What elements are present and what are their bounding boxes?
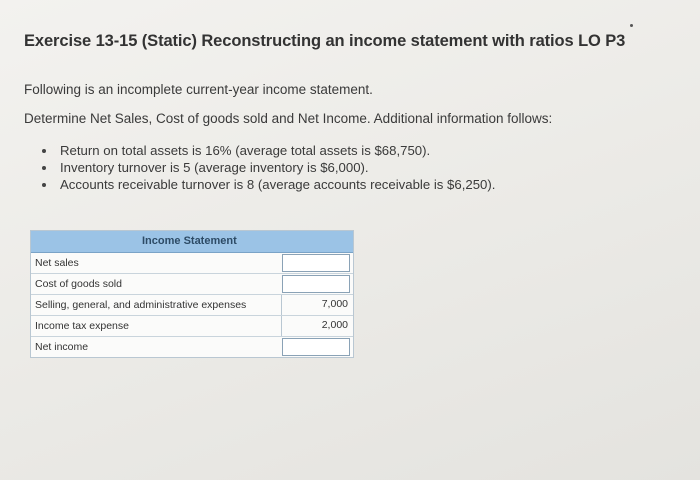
row-label-sga: Selling, general, and administrative expenses bbox=[35, 299, 247, 311]
info-item-text: Inventory turnover is 5 (average inventory is $6,000). bbox=[60, 160, 369, 175]
info-item bbox=[42, 159, 495, 176]
intro-text: Following is an incomplete current-year income statement. bbox=[24, 82, 373, 97]
income-tax-cell bbox=[281, 316, 351, 336]
info-item-text: Return on total assets is 16% (average total assets is $68,750). bbox=[60, 143, 431, 158]
info-item bbox=[42, 176, 495, 193]
net-sales-input[interactable] bbox=[282, 254, 350, 272]
net-income-input[interactable] bbox=[282, 338, 350, 356]
sga-value: 7,000 bbox=[321, 298, 348, 310]
bullet-icon bbox=[42, 183, 46, 187]
table-row bbox=[31, 253, 353, 274]
table-heading: Income Statement bbox=[142, 235, 237, 247]
bullet-icon bbox=[42, 149, 46, 153]
info-item-text: Accounts receivable turnover is 8 (average accounts receivable is $6,250). bbox=[60, 177, 496, 192]
bullet-icon bbox=[42, 166, 46, 170]
table-row bbox=[31, 274, 353, 295]
row-label-income-tax: Income tax expense bbox=[35, 320, 129, 332]
instruction-text: Determine Net Sales, Cost of goods sold and Net Income. Additional information follows: bbox=[24, 111, 553, 126]
exercise-title: Exercise 13-15 (Static) Reconstructing an income statement with ratios LO P3 bbox=[24, 32, 626, 50]
table-row bbox=[31, 316, 353, 337]
stray-dot bbox=[630, 24, 633, 27]
info-list bbox=[42, 142, 495, 193]
income-tax-value: 2,000 bbox=[321, 319, 348, 331]
table-row bbox=[31, 337, 353, 357]
row-label-net-income: Net income bbox=[35, 341, 89, 353]
table-row bbox=[31, 295, 353, 316]
row-label-cogs: Cost of goods sold bbox=[35, 278, 122, 290]
info-item bbox=[42, 142, 495, 159]
sga-cell bbox=[281, 295, 351, 315]
table-header bbox=[31, 231, 353, 253]
income-statement-table bbox=[30, 230, 354, 358]
cogs-input[interactable] bbox=[282, 275, 350, 293]
row-label-net-sales: Net sales bbox=[35, 257, 79, 269]
